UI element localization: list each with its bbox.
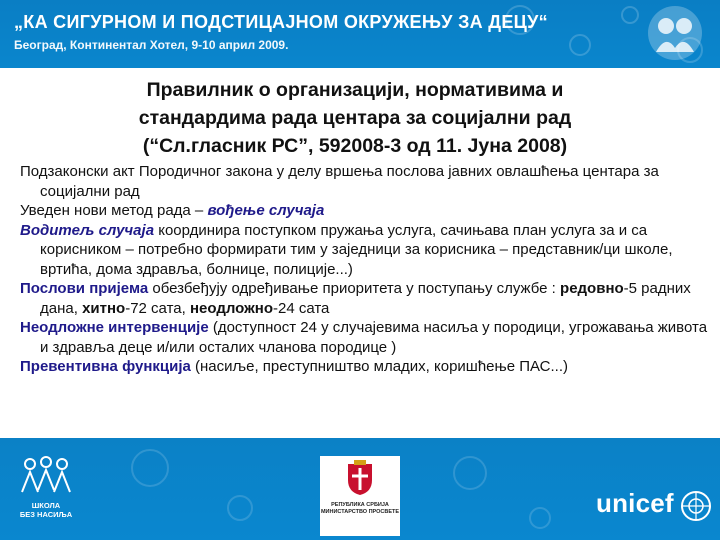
- slide-title: [30, 76, 680, 160]
- paragraph-text: обезбеђују одређивање приоритета у поступању службе :: [148, 280, 561, 297]
- paragraph-intake: [20, 279, 710, 318]
- immediate-term: неодложно: [189, 299, 273, 317]
- ministry-line-2: МИНИСТАРСТВО ПРОСВЕТЕ: [320, 509, 400, 515]
- paragraph-text: (доступност 24 у случајевима насиља у породици, угрожавања живота и здравља деце и/или осталих чланова породице ): [40, 319, 708, 356]
- school-label-1: ШКОЛА: [31, 501, 61, 510]
- serbia-crest-icon: [346, 460, 374, 496]
- school-label-2: БЕЗ НАСИЉА: [19, 510, 73, 519]
- case-manager-term: Водитељ случаја: [20, 221, 155, 239]
- slide-title-line-3: (“Сл.гласник РС”, 592008-3 од 11. Јуна 2008): [142, 135, 568, 157]
- slide-title-line-1: Правилник о организацији, нормативима и: [146, 79, 564, 101]
- paragraph-prevention: [20, 357, 710, 377]
- ministry-line-1: РЕПУБЛИКА СРБИЈА: [331, 502, 389, 508]
- case-management-term: вођење случаја: [207, 202, 325, 219]
- slide-body: [20, 162, 710, 377]
- footer-band: [0, 438, 720, 540]
- urgent-term: хитно: [82, 299, 126, 317]
- paragraph-text: -5 радних дана,: [40, 280, 691, 317]
- header-subtitle: Београд, Континентал Хотел, 9-10 април 2009.: [14, 38, 289, 52]
- paragraph-interventions: [20, 318, 710, 357]
- header-title: „КА СИГУРНОМ И ПОДСТИЦАЈНОМ ОКРУЖЕЊУ ЗА ДЕЦУ“: [14, 12, 548, 32]
- paragraph-text: Уведен нови метод рада –: [20, 202, 208, 219]
- paragraph-case-manager: [20, 221, 710, 280]
- paragraph-text: (насиље, преступништво младих, коришћење ПАС...): [190, 358, 569, 375]
- slide-title-line-2: стандардима рада центара за социјални рад: [138, 107, 572, 129]
- ministry-logo: [320, 456, 400, 536]
- children-logo-icon: [646, 4, 704, 62]
- school-without-violence-icon: [18, 456, 74, 496]
- paragraph-text: -24 сата: [273, 299, 330, 317]
- interventions-term: Неодложне интервенције: [20, 319, 209, 336]
- regular-term: редовно: [560, 280, 624, 297]
- ministry-text: [320, 502, 400, 516]
- intake-term: Послови пријема: [20, 280, 149, 297]
- paragraph-text: -72 сата,: [125, 299, 190, 317]
- paragraph-text: координира поступком пружања услуга, сачињава план услуга за и са корисником – потребно формирати тим у заједници за корисника – представник/ци школе, вртића, дома здравља, болнице, полиције...): [40, 221, 673, 278]
- header-band: [0, 0, 720, 68]
- paragraph-new-method: [20, 201, 710, 221]
- paragraph-text: Подзаконски акт Породичног закона у делу вршења послова јавних овлашћења центара за социјални рад: [20, 163, 659, 200]
- unicef-globe-icon: [680, 490, 712, 522]
- unicef-wordmark: unicef: [596, 488, 674, 518]
- paragraph-bylaw: [20, 162, 710, 201]
- prevention-term: Превентивна функција: [20, 358, 191, 375]
- school-without-violence-logo: [14, 456, 78, 519]
